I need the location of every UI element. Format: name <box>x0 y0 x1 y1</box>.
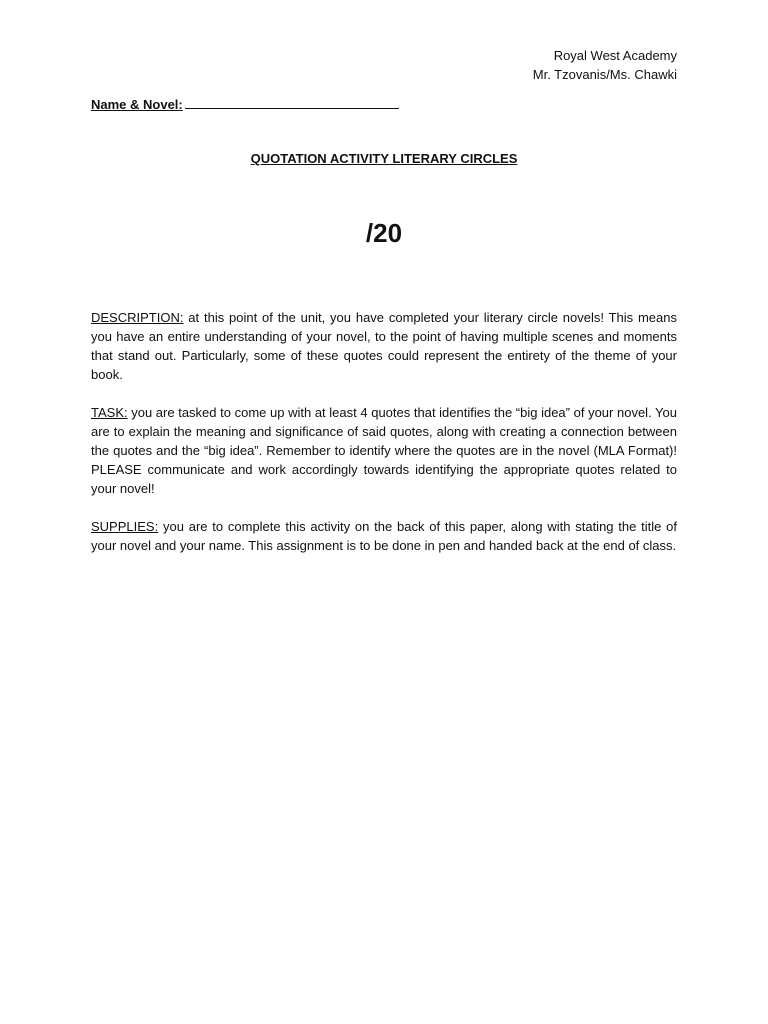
name-novel-label: Name & Novel: <box>91 97 183 112</box>
header-block <box>533 46 677 84</box>
description-text: at this point of the unit, you have completed your literary circle novels! This means you have an entire understanding of your novel, to the point of having multiple scenes and moments that stand out. Particularly, some of these quotes could represent the entirety of the theme of your book. <box>91 310 677 382</box>
description-section <box>91 308 677 384</box>
name-novel-field <box>91 94 399 112</box>
description-heading: DESCRIPTION: <box>91 310 184 325</box>
supplies-section <box>91 517 677 555</box>
score-total: /20 <box>365 218 403 248</box>
task-heading: TASK: <box>91 405 128 420</box>
task-section <box>91 403 677 498</box>
school-name: Royal West Academy <box>553 48 677 63</box>
supplies-heading: SUPPLIES: <box>91 519 159 534</box>
task-text: you are tasked to come up with at least 4 quotes that identifies the “big idea” of your novel. You are to explain the meaning and significance of said quotes, along with creating a connection between the quotes and the “big idea”. Remember to identify where the quotes are in the novel (MLA Format)! PLEASE communicate and work accordingly towards identifying the appropriate quotes related to your novel! <box>91 405 677 496</box>
page-title: QUOTATION ACTIVITY LITERARY CIRCLES <box>250 151 518 166</box>
name-novel-blank-line <box>185 94 399 109</box>
supplies-text: you are to complete this activity on the back of this paper, along with stating the title of your novel and your name. This assignment is to be done in pen and handed back at the end of class. <box>91 519 677 553</box>
teacher-names: Mr. Tzovanis/Ms. Chawki <box>532 67 677 82</box>
